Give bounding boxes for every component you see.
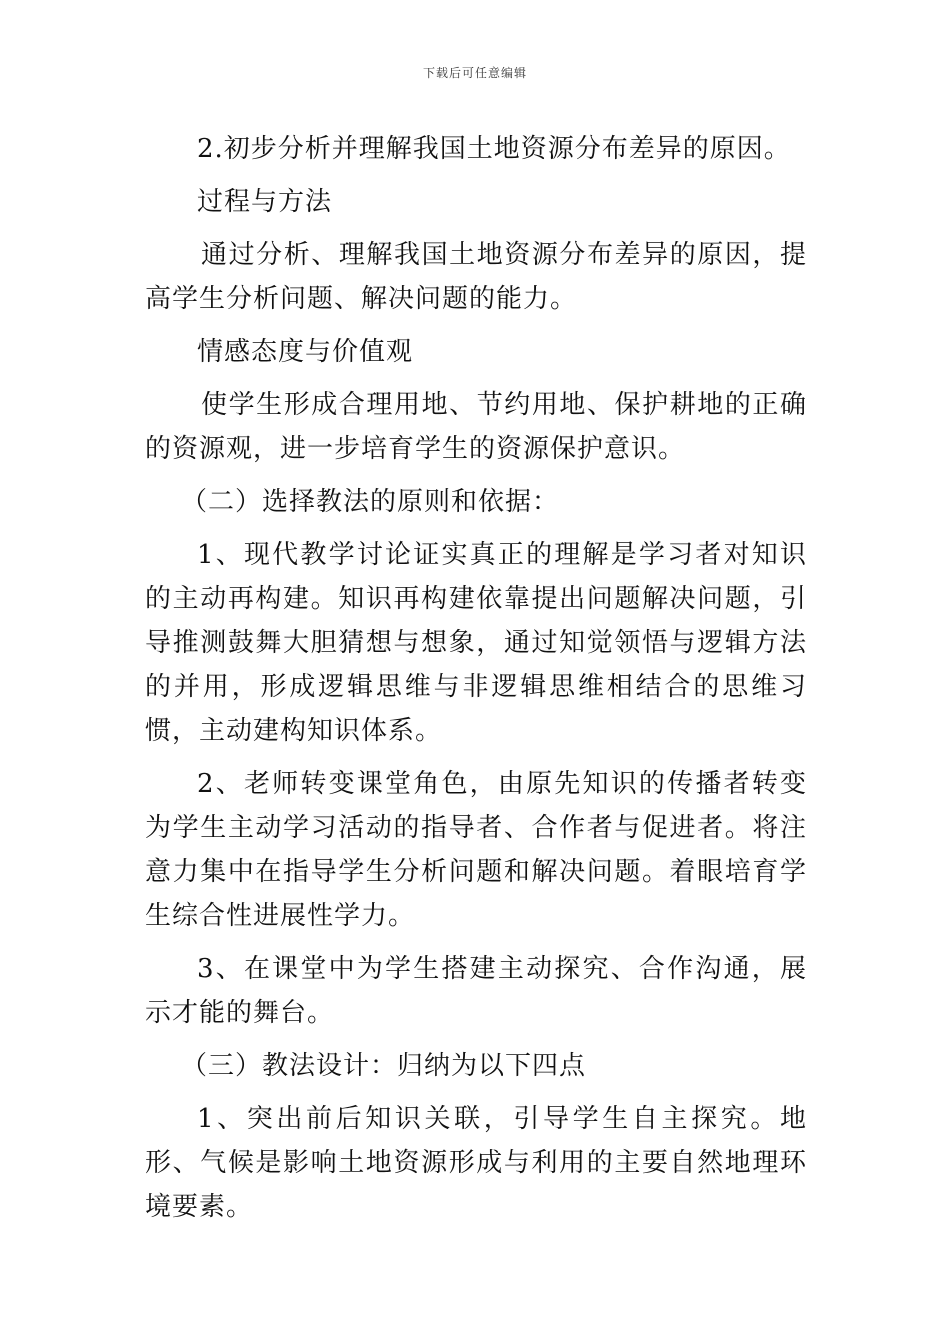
heading-section-two: （二）选择教法的原则和依据：: [181, 487, 560, 517]
heading-section-three: （三）教法设计：归纳为以下四点: [181, 1051, 587, 1081]
heading-process-method: 过程与方法: [197, 187, 333, 217]
paragraph-objective-2: 2.初步分析并理解我国土地资源分布差异的原因。: [197, 134, 791, 164]
document-body: [145, 127, 807, 1238]
paragraph-principle-3: 3、在课堂中为学生搭建主动探究、合作沟通，展示才能的舞台。: [145, 954, 807, 1028]
page-header: 下载后可任意编辑: [422, 66, 527, 80]
paragraph-process-method: 通过分析、理解我国土地资源分布差异的原因，提高学生分析问题、解决问题的能力。: [145, 240, 807, 314]
paragraph-emotion-values: 使学生形成合理用地、节约用地、保护耕地的正确的资源观，进一步培育学生的资源保护意识。: [145, 390, 807, 464]
heading-emotion-values: 情感态度与价值观: [197, 337, 414, 367]
paragraph-principle-1: 1、现代教学讨论证实真正的理解是学习者对知识的主动再构建。知识再构建依靠提出问题解决问题，引导推测鼓舞大胆猜想与想象，通过知觉领悟与逻辑方法的并用，形成逻辑思维与非逻辑思维相结合的思维习惯，主动建构知识体系。: [145, 540, 807, 746]
paragraph-design-1: 1、突出前后知识关联，引导学生自主探究。地形、气候是影响土地资源形成与利用的主要自然地理环境要素。: [145, 1104, 807, 1222]
paragraph-principle-2: 2、老师转变课堂角色，由原先知识的传播者转变为学生主动学习活动的指导者、合作者与促进者。将注意力集中在指导学生分析问题和解决问题。着眼培育学生综合性进展性学力。: [145, 769, 807, 931]
